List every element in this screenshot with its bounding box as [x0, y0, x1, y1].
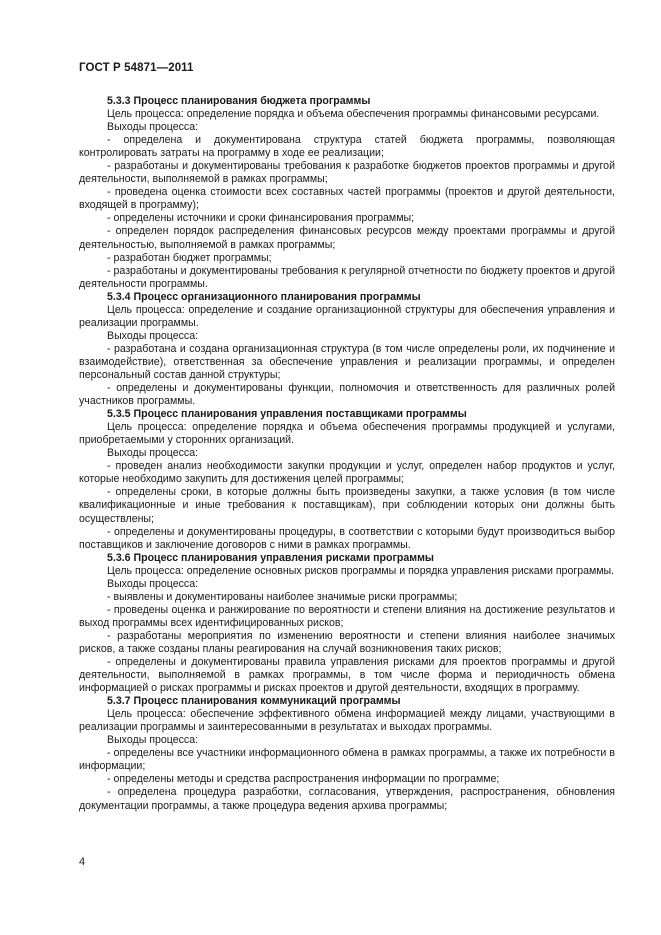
- paragraph: - проведен анализ необходимости закупки продукции и услуг, определен набор продуктов и услуг, которые необходимо закупить для достижения целей программы;: [79, 460, 615, 486]
- paragraph: Выходы процесса:: [107, 121, 199, 134]
- paragraph: - разработана и создана организационная структура (в том числе определены роли, их подчинение и взаимодействие), ответственная за обеспечение управления и реализации программы, и определен персональный состав данной структуры;: [79, 342, 615, 381]
- section-heading: 5.3.6 Процесс планирования управления рисками программы: [107, 551, 434, 564]
- paragraph: - разработан бюджет программы;: [107, 251, 272, 264]
- paragraph: - проведены оценка и ранжирование по вероятности и степени влияния на достижение результатов и выход программы всех идентифицированных рисков;: [79, 603, 615, 629]
- section-heading: 5.3.3 Процесс планирования бюджета программы: [107, 95, 371, 107]
- paragraph: Выходы процесса:: [107, 577, 199, 590]
- paragraph: - выявлены и документированы наиболее значимые риски программы;: [107, 590, 458, 603]
- paragraph: - определены и документированы правила управления рисками для проектов программы и другой деятельности, выполняемой в рамках программы, в том числе форма и периодичность обмена информацией о рисках программы и рисках проектов и другой деятельности, входящих в программу.: [79, 656, 615, 695]
- paragraph: - определены все участники информационного обмена в рамках программы, а также их потребности в информации;: [79, 747, 615, 773]
- paragraph: Выходы процесса:: [107, 447, 199, 460]
- paragraph: Цель процесса: определение порядка и объема обеспечения программы продукцией и услугами, приобретаемыми у сторонних организаций.: [79, 421, 615, 447]
- paragraph: Выходы процесса:: [107, 329, 199, 342]
- section-heading: 5.3.4 Процесс организационного планирования программы: [107, 290, 421, 303]
- paragraph: - определен порядок распределения финансовых ресурсов между проектами программы и другой деятельностью, выполняемой в рамках программы;: [79, 225, 615, 251]
- page-number: 4: [79, 856, 86, 868]
- paragraph: Выходы процесса:: [107, 734, 199, 747]
- document-body: [79, 95, 615, 813]
- paragraph: - определены сроки, в которые должны быть произведены закупки, а также условия (в том числе квалификационные и иные требования к поставщикам), при соблюдении которых они должны быть осуществлены;: [79, 486, 615, 525]
- paragraph: - разработаны и документированы требования к разработке бюджетов проектов программы и другой деятельности, выполняемой в рамках программы;: [79, 160, 615, 186]
- paragraph: - определены и документированы функции, полномочия и ответственность для различных ролей участников программы.: [79, 382, 615, 408]
- section-heading: 5.3.7 Процесс планирования коммуникаций программы: [107, 695, 401, 708]
- paragraph: - определена процедура разработки, согласования, утверждения, распространения, обновления документации программы, а также процедура ведения архива программы;: [79, 786, 615, 812]
- paragraph: Цель процесса: обеспечение эффективного обмена информацией между лицами, участвующими в реализации программы и заинтересованными в результатах и выходах программы.: [79, 708, 615, 734]
- paragraph: - разработаны мероприятия по изменению вероятности и степени влияния наиболее значимых рисков, а также созданы планы реагирования на случай возникновения таких рисков;: [79, 629, 615, 655]
- paragraph: Цель процесса: определение порядка и объема обеспечения программы финансовыми ресурсами.: [107, 108, 600, 121]
- standard-header: ГОСТ Р 54871—2011: [79, 62, 194, 74]
- paragraph: - разработаны и документированы требования к регулярной отчетности по бюджету проектов и другой деятельности программы.: [79, 264, 615, 290]
- paragraph: - проведена оценка стоимости всех составных частей программы (проектов и другой деятельности, входящей в программу);: [79, 186, 615, 212]
- paragraph: Цель процесса: определение основных рисков программы и порядка управления рисками программы.: [107, 564, 615, 577]
- paragraph: - определена и документирована структура статей бюджета программы, позволяющая контролировать затраты на программу в ходе ее реализации;: [79, 134, 615, 160]
- paragraph: Цель процесса: определение и создание организационной структуры для обеспечения управления и реализации программы.: [79, 303, 615, 329]
- paragraph: - определены и документированы процедуры, в соответствии с которыми будут производиться выбор поставщиков и заключение договоров с ними в рамках программы.: [79, 525, 615, 551]
- paragraph: - определены источники и сроки финансирования программы;: [107, 212, 415, 225]
- paragraph: - определены методы и средства распространения информации по программе;: [107, 773, 500, 786]
- section-heading: 5.3.5 Процесс планирования управления поставщиками программы: [107, 408, 467, 421]
